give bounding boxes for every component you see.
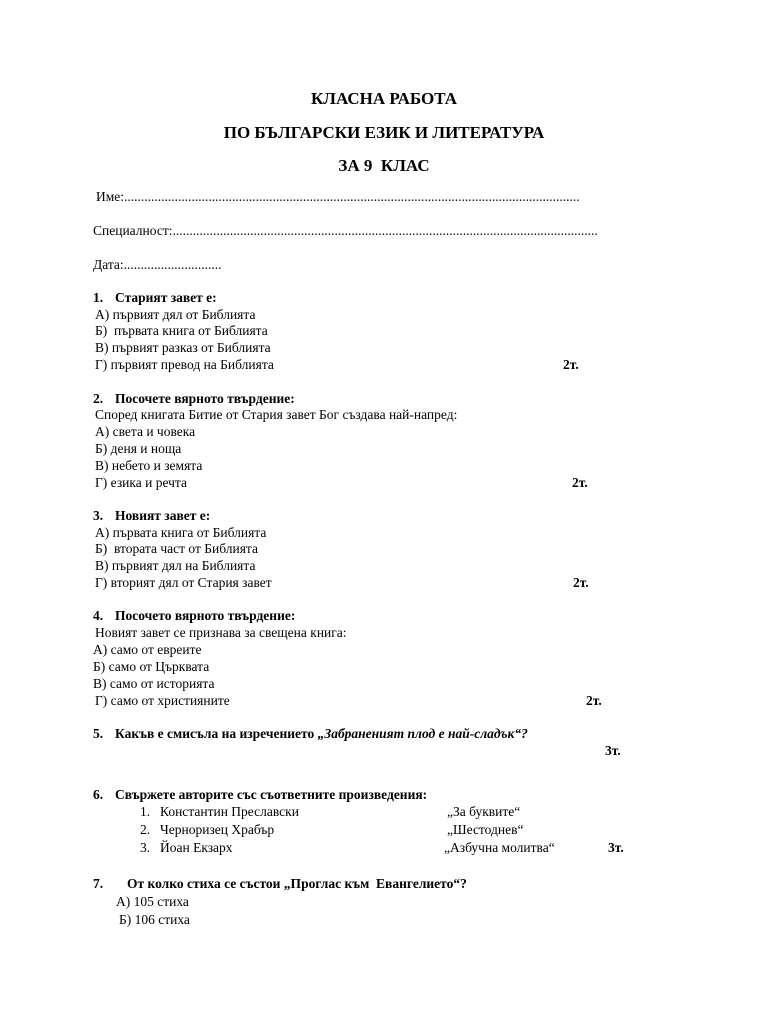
question-1-points: 2т.: [563, 357, 579, 372]
question-2-number: 2.: [93, 391, 104, 406]
question-4-option-a: А) само от евреите: [93, 642, 202, 657]
question-6-work-2: „Шестоднев“: [447, 822, 524, 837]
question-4-option-c: В) само от историята: [93, 676, 215, 691]
question-1-number: 1.: [93, 290, 104, 305]
question-4-text: Посочето вярното твърдение:: [115, 608, 296, 623]
question-2-option-b: Б) деня и ноща: [95, 441, 182, 456]
question-2-points: 2т.: [572, 475, 588, 490]
question-6-author-2-number: 2.: [140, 822, 151, 837]
question-6-author-1-number: 1.: [140, 804, 151, 819]
question-2-option-c: В) небето и земята: [95, 458, 203, 473]
specialty-field: Специалност:..............................................................................................................................: [93, 223, 598, 238]
question-3-option-a: А) първата книга от Библията: [95, 525, 267, 540]
question-6-text: Свържете авторите със съответните произведения:: [115, 787, 428, 802]
question-1-option-d: Г) първият превод на Библията: [95, 357, 274, 372]
question-6-work-1: „За буквите“: [447, 804, 521, 819]
name-field: Име:.......................................................................................................................................: [96, 189, 580, 204]
question-3-option-c: В) първият дял на Библията: [95, 558, 256, 573]
title-line-2: ПО БЪЛГАРСКИ ЕЗИК И ЛИТЕРАТУРА: [223, 123, 545, 142]
question-3-option-b: Б) втората част от Библията: [95, 541, 258, 556]
question-4-option-b: Б) само от Църквата: [93, 659, 210, 674]
question-1-option-c: В) първият разказ от Библията: [95, 340, 271, 355]
question-6-author-1-name: Константин Преславски: [160, 804, 299, 819]
date-field: Дата:.............................: [93, 257, 222, 272]
question-3-number: 3.: [93, 508, 104, 523]
question-4-points: 2т.: [586, 693, 602, 708]
question-1-option-b: Б) първата книга от Библията: [95, 323, 268, 338]
question-6-work-3: „Азбучна молитва“: [444, 840, 555, 855]
question-6-points: 3т.: [608, 840, 624, 855]
question-5-points: 3т.: [605, 743, 621, 758]
question-5-number: 5.: [93, 726, 104, 741]
question-2-option-a: А) света и човека: [95, 424, 196, 439]
question-5-quote: „Забраненият плод е най-сладък“?: [317, 726, 528, 741]
question-7-text: От колко стиха се състои „Проглас към Евангелието“?: [127, 876, 467, 891]
question-7-option-b: Б) 106 стиха: [119, 912, 190, 927]
question-4-number: 4.: [93, 608, 104, 623]
question-6-author-2-name: Черноризец Храбър: [160, 822, 275, 837]
question-7-number: 7.: [93, 876, 104, 891]
question-4-statement: Новият завет се признава за свещена книга:: [95, 625, 347, 640]
question-1-text: Старият завет е:: [115, 290, 217, 305]
question-3-points: 2т.: [573, 575, 589, 590]
question-7-option-a: А) 105 стиха: [116, 894, 189, 909]
title-line-1: КЛАСНА РАБОТА: [310, 89, 458, 108]
question-2-statement: Според книгата Битие от Стария завет Бог създава най-напред:: [95, 407, 458, 422]
question-6-number: 6.: [93, 787, 104, 802]
question-3-option-d: Г) вторият дял от Стария завет: [95, 575, 272, 590]
question-2-text: Посочете вярното твърдение:: [115, 391, 295, 406]
question-5-line: [115, 726, 528, 742]
question-2-option-d: Г) езика и речта: [95, 475, 187, 490]
question-5-text: Какъв е смисъла на изречението: [115, 726, 318, 741]
question-6-author-3-number: 3.: [140, 840, 151, 855]
question-4-option-d: Г) само от християните: [95, 693, 230, 708]
question-6-author-3-name: Йоан Екзарх: [160, 840, 233, 855]
title-line-3: ЗА 9 КЛАС: [338, 156, 430, 175]
question-1-option-a: А) първият дял от Библията: [95, 307, 256, 322]
question-3-text: Новият завет е:: [115, 508, 211, 523]
